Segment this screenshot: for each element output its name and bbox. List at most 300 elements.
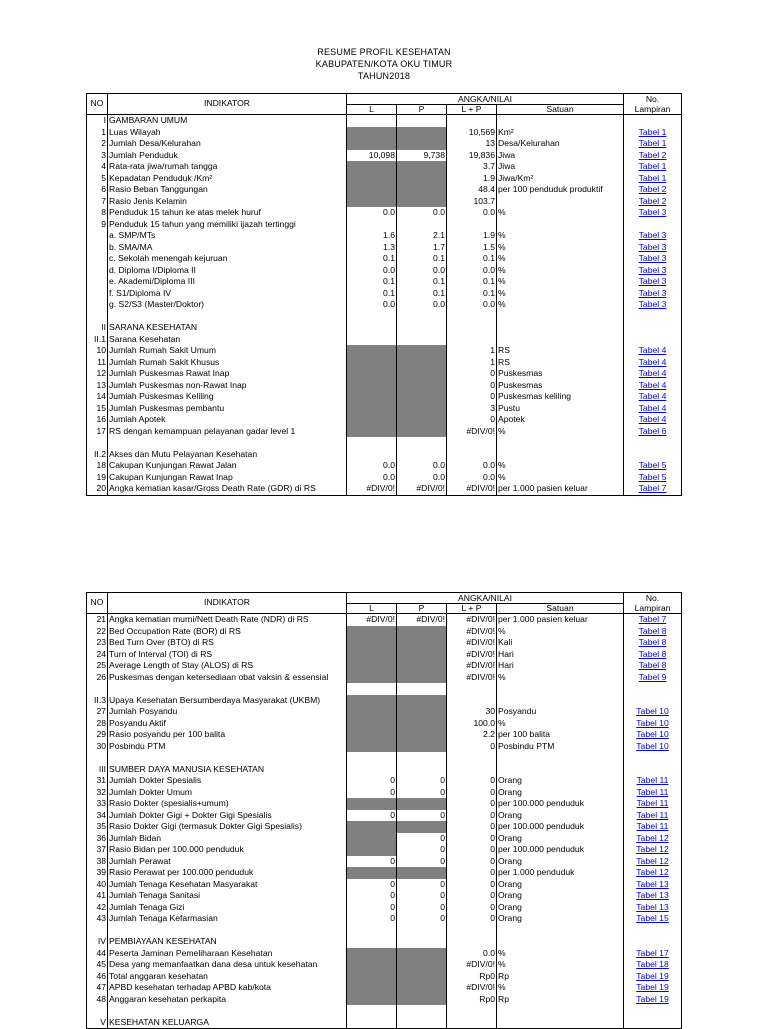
lampiran-link-text[interactable]: Tabel 19	[636, 982, 669, 992]
value-p	[397, 322, 447, 334]
value-lp: 0	[447, 391, 497, 403]
lampiran-link-text[interactable]: Tabel 3	[638, 287, 667, 298]
row-number: 46	[87, 971, 108, 983]
lampiran-link	[624, 138, 682, 150]
indicator-label	[108, 925, 347, 937]
row-number: 30	[87, 741, 108, 753]
row-number: 31	[87, 775, 108, 787]
value-l	[347, 426, 397, 438]
value-lp	[447, 683, 497, 695]
lampiran-link-text[interactable]: Tabel 3	[638, 207, 667, 217]
row-number: 9	[87, 219, 108, 231]
value-l	[347, 322, 397, 334]
lampiran-link	[624, 959, 682, 971]
lampiran-link-text[interactable]: Tabel 4	[638, 402, 667, 413]
row-number: 42	[87, 902, 108, 914]
table-row	[87, 994, 682, 1006]
value-p	[397, 127, 447, 139]
value-p	[397, 173, 447, 185]
lampiran-link-text[interactable]: Tabel 4	[638, 368, 667, 378]
lampiran-link-text[interactable]: Tabel 8	[638, 660, 667, 670]
indicator-label: Jumlah Puskesmas Keliling	[108, 391, 347, 403]
table-row	[87, 752, 682, 764]
indicator-label: Rasio Bidan per 100.000 penduduk	[108, 844, 347, 856]
lampiran-link-text[interactable]: Tabel 18	[636, 959, 669, 969]
value-lp	[447, 925, 497, 937]
value-l	[347, 184, 397, 196]
row-number: 24	[87, 649, 108, 661]
value-lp	[447, 936, 497, 948]
value-p: 0	[397, 775, 447, 787]
lampiran-link	[624, 660, 682, 672]
report-title-line1: RESUME PROFIL KESEHATAN	[317, 47, 451, 57]
satuan-label: Posyandu	[497, 706, 624, 718]
lampiran-link	[624, 614, 682, 626]
value-lp	[447, 449, 497, 461]
row-number	[87, 752, 108, 764]
lampiran-link-text[interactable]: Tabel 3	[638, 276, 667, 286]
table-row	[87, 299, 682, 311]
value-lp: 0.0	[447, 460, 497, 472]
lampiran-link-text[interactable]: Tabel 8	[638, 625, 667, 636]
value-p	[397, 437, 447, 449]
indicator-label: Rasio Jenis Kelamin	[108, 196, 347, 208]
satuan-label: Km²	[497, 127, 624, 139]
indicator-label: Jumlah Posyandu	[108, 706, 347, 718]
satuan-label: per 100.000 penduduk	[497, 798, 624, 810]
row-number: 40	[87, 879, 108, 891]
value-p	[397, 391, 447, 403]
lampiran-link	[624, 288, 682, 300]
row-number: 27	[87, 706, 108, 718]
satuan-label: %	[497, 299, 624, 311]
row-number: 2	[87, 138, 108, 150]
value-p	[397, 311, 447, 323]
header-indikator: INDIKATOR	[108, 94, 347, 115]
value-lp: 0.1	[447, 288, 497, 300]
lampiran-link	[624, 775, 682, 787]
value-lp: 0	[447, 879, 497, 891]
lampiran-link-text[interactable]: Tabel 2	[638, 149, 667, 160]
satuan-label	[497, 695, 624, 707]
table-row	[87, 414, 682, 426]
lampiran-link-text[interactable]: Tabel 2	[638, 195, 667, 206]
value-p: 0.0	[397, 207, 447, 219]
lampiran-link-text[interactable]: Tabel 7	[638, 614, 667, 624]
row-number: 23	[87, 637, 108, 649]
table-row	[87, 660, 682, 672]
lampiran-link	[624, 219, 682, 231]
table-row	[87, 695, 682, 707]
table-row	[87, 207, 682, 219]
lampiran-link-text[interactable]: Tabel 4	[638, 345, 667, 355]
satuan-label: Orang	[497, 775, 624, 787]
row-number: II.1	[87, 334, 108, 346]
satuan-label	[497, 936, 624, 948]
indicator-label: Kepadatan Penduduk /Km²	[108, 173, 347, 185]
value-l	[347, 1005, 397, 1017]
lampiran-link	[624, 207, 682, 219]
lampiran-link	[624, 706, 682, 718]
lampiran-link-text[interactable]: Tabel 6	[638, 425, 667, 436]
value-lp: #DIV/0!	[447, 672, 497, 684]
table-header	[87, 593, 682, 614]
lampiran-link	[624, 787, 682, 799]
value-p	[397, 138, 447, 150]
satuan-label	[497, 925, 624, 937]
value-p: 0.0	[397, 472, 447, 484]
lampiran-link-text[interactable]: Tabel 12	[636, 867, 669, 877]
row-number: II.2	[87, 449, 108, 461]
value-lp: 0	[447, 414, 497, 426]
lampiran-link-text[interactable]: Tabel 11	[636, 798, 669, 808]
satuan-label: Hari	[497, 649, 624, 661]
satuan-label	[497, 196, 624, 208]
lampiran-link-text[interactable]: Tabel 3	[638, 253, 667, 263]
lampiran-link-text[interactable]: Tabel 19	[636, 970, 669, 981]
lampiran-link-text[interactable]: Tabel 11	[636, 821, 669, 831]
value-l: #DIV/0!	[347, 614, 397, 626]
lampiran-link-text[interactable]: Tabel 10	[636, 706, 669, 716]
lampiran-link-text[interactable]: Tabel 9	[638, 671, 667, 682]
satuan-label: %	[497, 626, 624, 638]
report-title-line2: KABUPATEN/KOTA OKU TIMUR	[315, 59, 453, 69]
lampiran-link	[624, 856, 682, 868]
satuan-label: Jiwa	[497, 150, 624, 162]
lampiran-link-text[interactable]: Tabel 17	[636, 947, 669, 958]
lampiran-link-text[interactable]: Tabel 10	[636, 729, 669, 739]
lampiran-link-text[interactable]: Tabel 3	[638, 241, 667, 252]
indicator-label: Luas Wilayah	[108, 127, 347, 139]
lampiran-link-text[interactable]: Tabel 5	[638, 460, 667, 470]
header-indikator: INDIKATOR	[108, 593, 347, 614]
value-l: 0	[347, 856, 397, 868]
indicator-label: c. Sekolah menengah kejuruan	[108, 253, 347, 265]
value-l	[347, 683, 397, 695]
satuan-label	[497, 764, 624, 776]
row-number: 28	[87, 718, 108, 730]
indicator-label: Jumlah Dokter Umum	[108, 787, 347, 799]
row-number: I	[87, 115, 108, 127]
lampiran-link	[624, 150, 682, 162]
lampiran-link	[624, 913, 682, 925]
lampiran-link-text[interactable]: Tabel 3	[638, 299, 667, 309]
satuan-label: %	[497, 959, 624, 971]
value-lp: 0	[447, 890, 497, 902]
indicator-label: Posyandu Aktif	[108, 718, 347, 730]
value-p	[397, 925, 447, 937]
indicator-label: Bed Turn Over (BTO) di RS	[108, 637, 347, 649]
lampiran-link-text[interactable]: Tabel 13	[636, 901, 669, 912]
row-number: II.3	[87, 695, 108, 707]
indicator-label: Penduduk 15 tahun ke atas melek huruf	[108, 207, 347, 219]
lampiran-link	[624, 449, 682, 461]
value-l	[347, 219, 397, 231]
value-p	[397, 994, 447, 1006]
value-l	[347, 752, 397, 764]
header-angka-nilai: ANGKA/NILAI	[347, 94, 624, 105]
value-lp: 100.0	[447, 718, 497, 730]
value-p	[397, 426, 447, 438]
value-p: 0	[397, 856, 447, 868]
satuan-label: Rp	[497, 971, 624, 983]
table-row	[87, 230, 682, 242]
value-l	[347, 626, 397, 638]
indicator-label: g. S2/S3 (Master/Doktor)	[108, 299, 347, 311]
lampiran-link-text[interactable]: Tabel 4	[638, 391, 667, 401]
lampiran-link-text[interactable]: Tabel 4	[638, 414, 667, 424]
value-lp: 0.0	[447, 207, 497, 219]
value-lp: 1	[447, 345, 497, 357]
row-number: 29	[87, 729, 108, 741]
header-lampiran-line1: No.	[645, 94, 660, 104]
value-l	[347, 982, 397, 994]
indicator-label: b. SMA/MA	[108, 242, 347, 254]
lampiran-link	[624, 460, 682, 472]
value-p	[397, 936, 447, 948]
lampiran-link	[624, 936, 682, 948]
satuan-label: Puskesmas keliling	[497, 391, 624, 403]
lampiran-link-text[interactable]: Tabel 3	[638, 264, 667, 275]
value-l: 1.3	[347, 242, 397, 254]
value-lp	[447, 437, 497, 449]
lampiran-link	[624, 971, 682, 983]
lampiran-link	[624, 925, 682, 937]
satuan-label	[497, 752, 624, 764]
value-p	[397, 345, 447, 357]
row-number	[87, 253, 108, 265]
value-lp: 0	[447, 867, 497, 879]
value-lp: #DIV/0!	[447, 982, 497, 994]
lampiran-link-text[interactable]: Tabel 3	[638, 230, 667, 240]
value-lp: 0	[447, 833, 497, 845]
row-number: 22	[87, 626, 108, 638]
value-lp: 103.7	[447, 196, 497, 208]
lampiran-link-text[interactable]: Tabel 5	[638, 471, 667, 482]
indicator-label: Cakupan Kunjungan Rawat Jalan	[108, 460, 347, 472]
header-lampiran	[624, 593, 682, 614]
lampiran-link-text[interactable]: Tabel 12	[636, 844, 669, 854]
row-number: 14	[87, 391, 108, 403]
row-number: 37	[87, 844, 108, 856]
row-number	[87, 288, 108, 300]
row-number: 11	[87, 357, 108, 369]
lampiran-link-text[interactable]: Tabel 12	[636, 855, 669, 866]
indicator-label: Jumlah Puskesmas Rawat Inap	[108, 368, 347, 380]
value-p: #DIV/0!	[397, 614, 447, 626]
value-lp: 0	[447, 856, 497, 868]
lampiran-link-text[interactable]: Tabel 8	[638, 648, 667, 659]
table-row	[87, 775, 682, 787]
table-row	[87, 322, 682, 334]
value-p	[397, 695, 447, 707]
lampiran-link	[624, 127, 682, 139]
satuan-label: %	[497, 230, 624, 242]
value-p	[397, 115, 447, 127]
table-row	[87, 368, 682, 380]
value-lp	[447, 752, 497, 764]
satuan-label	[497, 322, 624, 334]
value-lp: 0.0	[447, 265, 497, 277]
table-row	[87, 311, 682, 323]
lampiran-link-text[interactable]: Tabel 1	[638, 126, 667, 137]
satuan-label	[497, 683, 624, 695]
indicator-label: Rasio posyandu per 100 balita	[108, 729, 347, 741]
value-lp: 0.0	[447, 948, 497, 960]
indicator-label: Akses dan Mutu Pelayanan Kesehatan	[108, 449, 347, 461]
value-l	[347, 833, 397, 845]
lampiran-link	[624, 115, 682, 127]
lampiran-link-text[interactable]: Tabel 8	[638, 637, 667, 647]
indicator-label: Jumlah Bidan	[108, 833, 347, 845]
value-l	[347, 115, 397, 127]
satuan-label: Rp	[497, 994, 624, 1006]
lampiran-link	[624, 672, 682, 684]
table-row	[87, 902, 682, 914]
lampiran-link-text[interactable]: Tabel 11	[636, 786, 669, 797]
lampiran-link	[624, 982, 682, 994]
lampiran-link-text[interactable]: Tabel 4	[638, 379, 667, 390]
value-p	[397, 798, 447, 810]
row-number: 7	[87, 196, 108, 208]
value-lp: 0	[447, 821, 497, 833]
indicator-label: Jumlah Dokter Gigi + Dokter Gigi Spesialis	[108, 810, 347, 822]
row-number: 8	[87, 207, 108, 219]
value-p	[397, 161, 447, 173]
indicator-label: Total anggaran kesehatan	[108, 971, 347, 983]
indicator-label: Jumlah Rumah Sakit Khusus	[108, 357, 347, 369]
lampiran-link-text[interactable]: Tabel 12	[636, 832, 669, 843]
lampiran-link-text[interactable]: Tabel 4	[638, 356, 667, 367]
value-l	[347, 844, 397, 856]
row-number: 33	[87, 798, 108, 810]
value-l	[347, 161, 397, 173]
table-row	[87, 150, 682, 162]
table-row	[87, 403, 682, 415]
row-number: 35	[87, 821, 108, 833]
value-l	[347, 1017, 397, 1029]
value-lp	[447, 334, 497, 346]
lampiran-link-text[interactable]: Tabel 13	[636, 890, 669, 900]
value-p: 0.1	[397, 253, 447, 265]
row-number: III	[87, 764, 108, 776]
lampiran-link	[624, 311, 682, 323]
table-row	[87, 472, 682, 484]
value-lp: #DIV/0!	[447, 959, 497, 971]
table-row	[87, 833, 682, 845]
indicator-label: Jumlah Tenaga Gizi	[108, 902, 347, 914]
indicator-label: Rata-rata jiwa/rumah tangga	[108, 161, 347, 173]
satuan-label: %	[497, 242, 624, 254]
lampiran-link-text[interactable]: Tabel 11	[636, 809, 669, 820]
indicator-label: Angka kematian murni/Nett Death Rate (NDR) di RS	[108, 614, 347, 626]
lampiran-link-text[interactable]: Tabel 1	[638, 161, 667, 171]
lampiran-link	[624, 683, 682, 695]
value-lp: Rp0	[447, 971, 497, 983]
value-lp	[447, 115, 497, 127]
lampiran-link-text[interactable]: Tabel 19	[636, 993, 669, 1004]
value-l	[347, 741, 397, 753]
value-lp	[447, 311, 497, 323]
header-lampiran	[624, 94, 682, 115]
value-p	[397, 660, 447, 672]
header-p: P	[397, 603, 447, 614]
lampiran-link-text[interactable]: Tabel 11	[636, 775, 669, 785]
value-l	[347, 867, 397, 879]
table-row	[87, 115, 682, 127]
table-row	[87, 925, 682, 937]
value-l: 0.1	[347, 276, 397, 288]
value-p: 0	[397, 810, 447, 822]
table-row	[87, 626, 682, 638]
value-l	[347, 764, 397, 776]
indicator-label: Average Length of Stay (ALOS) di RS	[108, 660, 347, 672]
row-number: 1	[87, 127, 108, 139]
value-lp: 0.1	[447, 276, 497, 288]
lampiran-link	[624, 334, 682, 346]
lampiran-link	[624, 695, 682, 707]
indicator-label: Cakupan Kunjungan Rawat Inap	[108, 472, 347, 484]
satuan-label: Desa/Kelurahan	[497, 138, 624, 150]
value-l	[347, 334, 397, 346]
lampiran-link	[624, 414, 682, 426]
header-l: L	[347, 603, 397, 614]
indicator-label: Peserta Jaminan Pemeliharaan Kesehatan	[108, 948, 347, 960]
indicator-label: Rasio Perawat per 100.000 penduduk	[108, 867, 347, 879]
value-lp: #DIV/0!	[447, 660, 497, 672]
indicator-label: Jumlah Perawat	[108, 856, 347, 868]
value-l: 0	[347, 913, 397, 925]
satuan-label	[497, 1017, 624, 1029]
table-row	[87, 483, 682, 495]
value-p	[397, 718, 447, 730]
satuan-label	[497, 449, 624, 461]
table-row	[87, 196, 682, 208]
lampiran-link-text[interactable]: Tabel 7	[638, 483, 667, 493]
satuan-label: %	[497, 472, 624, 484]
lampiran-link-text[interactable]: Tabel 1	[638, 138, 667, 148]
indicator-label: e. Akademi/Diploma III	[108, 276, 347, 288]
value-l	[347, 345, 397, 357]
satuan-label: Orang	[497, 890, 624, 902]
value-p	[397, 1017, 447, 1029]
indicator-label: PEMBIAYAAN KESEHATAN	[108, 936, 347, 948]
table-row	[87, 729, 682, 741]
value-p	[397, 764, 447, 776]
indicator-label: Rasio Dokter (spesialis+umum)	[108, 798, 347, 810]
value-lp: 1	[447, 357, 497, 369]
lampiran-link-text[interactable]: Tabel 10	[636, 717, 669, 728]
lampiran-link	[624, 403, 682, 415]
row-number: 13	[87, 380, 108, 392]
row-number: 15	[87, 403, 108, 415]
lampiran-link-text[interactable]: Tabel 1	[638, 172, 667, 183]
lampiran-link	[624, 472, 682, 484]
value-p: 0.1	[397, 288, 447, 300]
lampiran-link-text[interactable]: Tabel 13	[636, 878, 669, 889]
value-l	[347, 706, 397, 718]
lampiran-link	[624, 437, 682, 449]
table-row	[87, 971, 682, 983]
lampiran-link-text[interactable]: Tabel 15	[636, 913, 669, 923]
row-number: 25	[87, 660, 108, 672]
value-lp	[447, 1017, 497, 1029]
value-p	[397, 752, 447, 764]
value-p	[397, 449, 447, 461]
value-lp: 3	[447, 403, 497, 415]
lampiran-link-text[interactable]: Tabel 2	[638, 184, 667, 194]
lampiran-link-text[interactable]: Tabel 10	[636, 740, 669, 751]
